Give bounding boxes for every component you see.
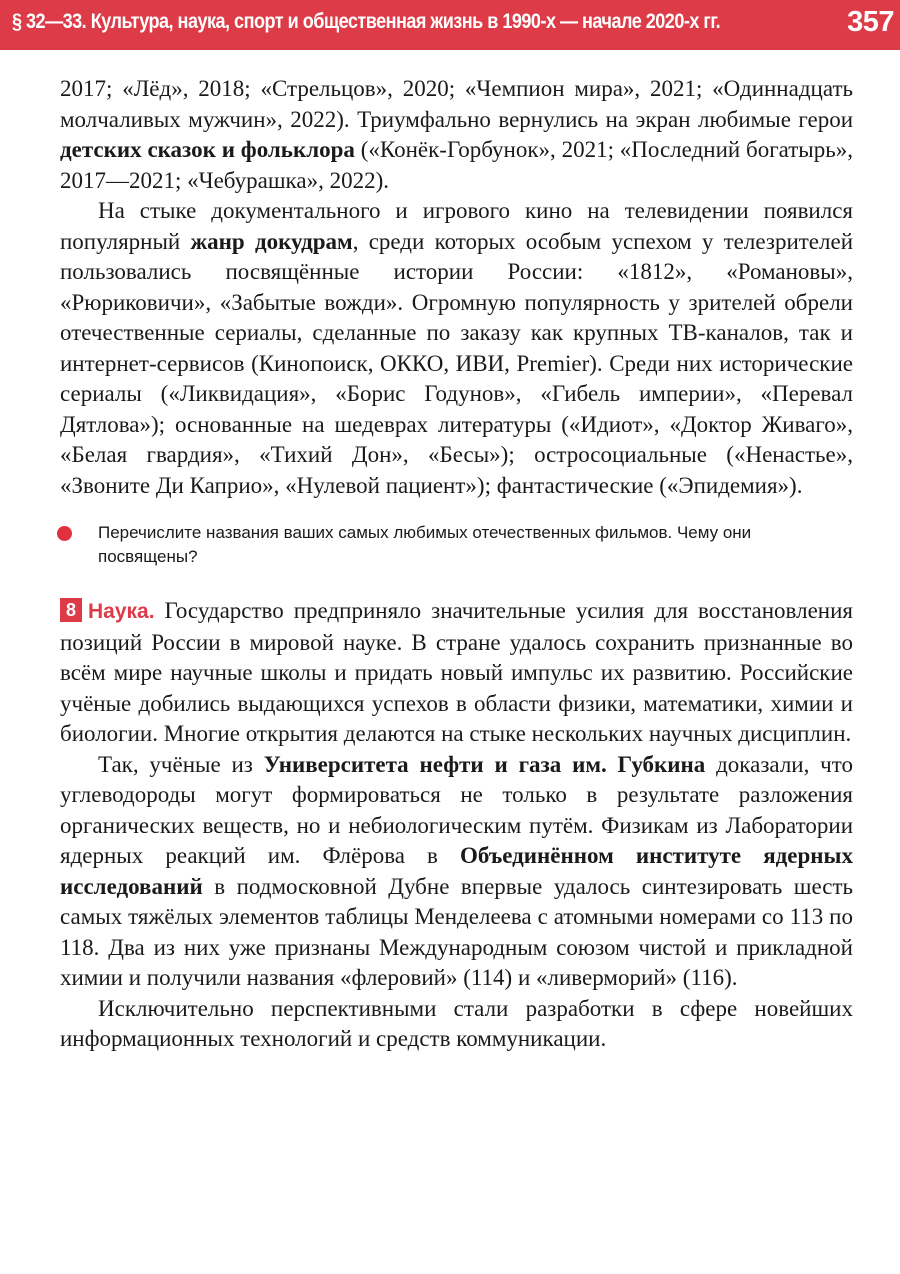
- paragraph-films: [60, 74, 853, 196]
- page-content: [60, 74, 853, 1055]
- section-science-text: Государство предприняло значительные усилия для восстановления позиций России в мировой науке. В стране удалось сохранить признанные во всём мире научные школы и придать новый импульс их развитию. Российские учёные добились выдающихся успехов в области физики, математики, химии и биологии. Многие открытия делаются на стыке нескольких научных дисциплин.: [60, 598, 853, 746]
- paragraph-it: [60, 994, 853, 1055]
- paragraph-docudrama-text-2: , среди которых особым успехом у телезрителей пользовались посвящённые истории России: «1812», «Романовы», «Рюриковичи», «Забытые вожди». Огромную популярность у зрителей обрели отечественные сериалы, сделанные по заказу как крупных ТВ-каналов, так и интернет-сервисов (Кинопоиск, ОККО, ИВИ, Premier). Среди них исторические сериалы («Ликвидация», «Борис Годунов», «Гибель империи», «Перевал Дятлова»); основанные на шедеврах литературы («Идиот», «Доктор Живаго», «Белая гвардия», «Тихий Дон», «Бесы»); остросоциальные («Ненастье», «Звоните Ди Каприо», «Нулевой пациент»); фантастические («Эпидемия»).: [60, 228, 854, 498]
- paragraph-it-text: Исключительно перспективными стали разработки в сфере новейших информационных технологий и средств коммуникации.: [60, 995, 853, 1051]
- page-number: 357: [847, 6, 894, 38]
- paragraph-films-text-1: 2017; «Лёд», 2018; «Стрельцов», 2020; «Чемпион мира», 2021; «Одиннадцать молчаливых мужчин», 2022). Триумфально вернулись на экран любимые герои: [60, 76, 853, 132]
- page-header: [0, 0, 900, 50]
- bold-term-docudrama: жанр докудрам: [190, 228, 353, 254]
- section-number-badge: 8: [60, 598, 82, 622]
- paragraph-docudrama: [60, 196, 853, 501]
- question-text: Перечислите названия ваших самых любимых отечественных фильмов. Чему они посвящены?: [98, 523, 752, 566]
- question-block: [60, 521, 853, 569]
- paragraph-scientists: [60, 750, 853, 994]
- header-title: § 32—33. Культура, наука, спорт и общественная жизнь в 1990-х — начале 2020-х гг.: [12, 10, 721, 33]
- bold-term-jinr: Объединённом институте ядерных исследований: [60, 843, 854, 899]
- paragraph-scientists-text-2: доказали, что углеводороды могут формироваться не только в результате разложения органических веществ, но и небиологическим путём. Физикам из Лаборатории ядерных реакций им. Флёрова в: [60, 751, 853, 868]
- paragraph-docudrama-text-1: На стыке документального и игрового кино на телевидении появился популярный: [60, 198, 853, 254]
- paragraph-films-text-2: («Конёк-Горбунок», 2021; «Последний богатырь», 2017—2021; «Чебурашка», 2022).: [60, 137, 853, 193]
- bold-term-fairy-tales: детских сказок и фольклора: [60, 137, 355, 162]
- bold-term-gubkin-university: Университета нефти и газа им. Губкина: [263, 751, 706, 777]
- section-science-paragraph: [60, 596, 853, 750]
- paragraph-scientists-text-3: в подмосковной Дубне впервые удалось синтезировать шесть самых тяжёлых элементов таблицы Менделеева с атомными номерами со 113 по 118. Два из них уже признаны Международным союзом чистой и прикладной химии и получили названия «флеровий» (114) и «ливерморий» (116).: [60, 873, 853, 990]
- question-bullet-icon: [57, 526, 72, 541]
- paragraph-scientists-text-1: Так, учёные из: [98, 751, 264, 777]
- section-title: Наука.: [88, 600, 155, 623]
